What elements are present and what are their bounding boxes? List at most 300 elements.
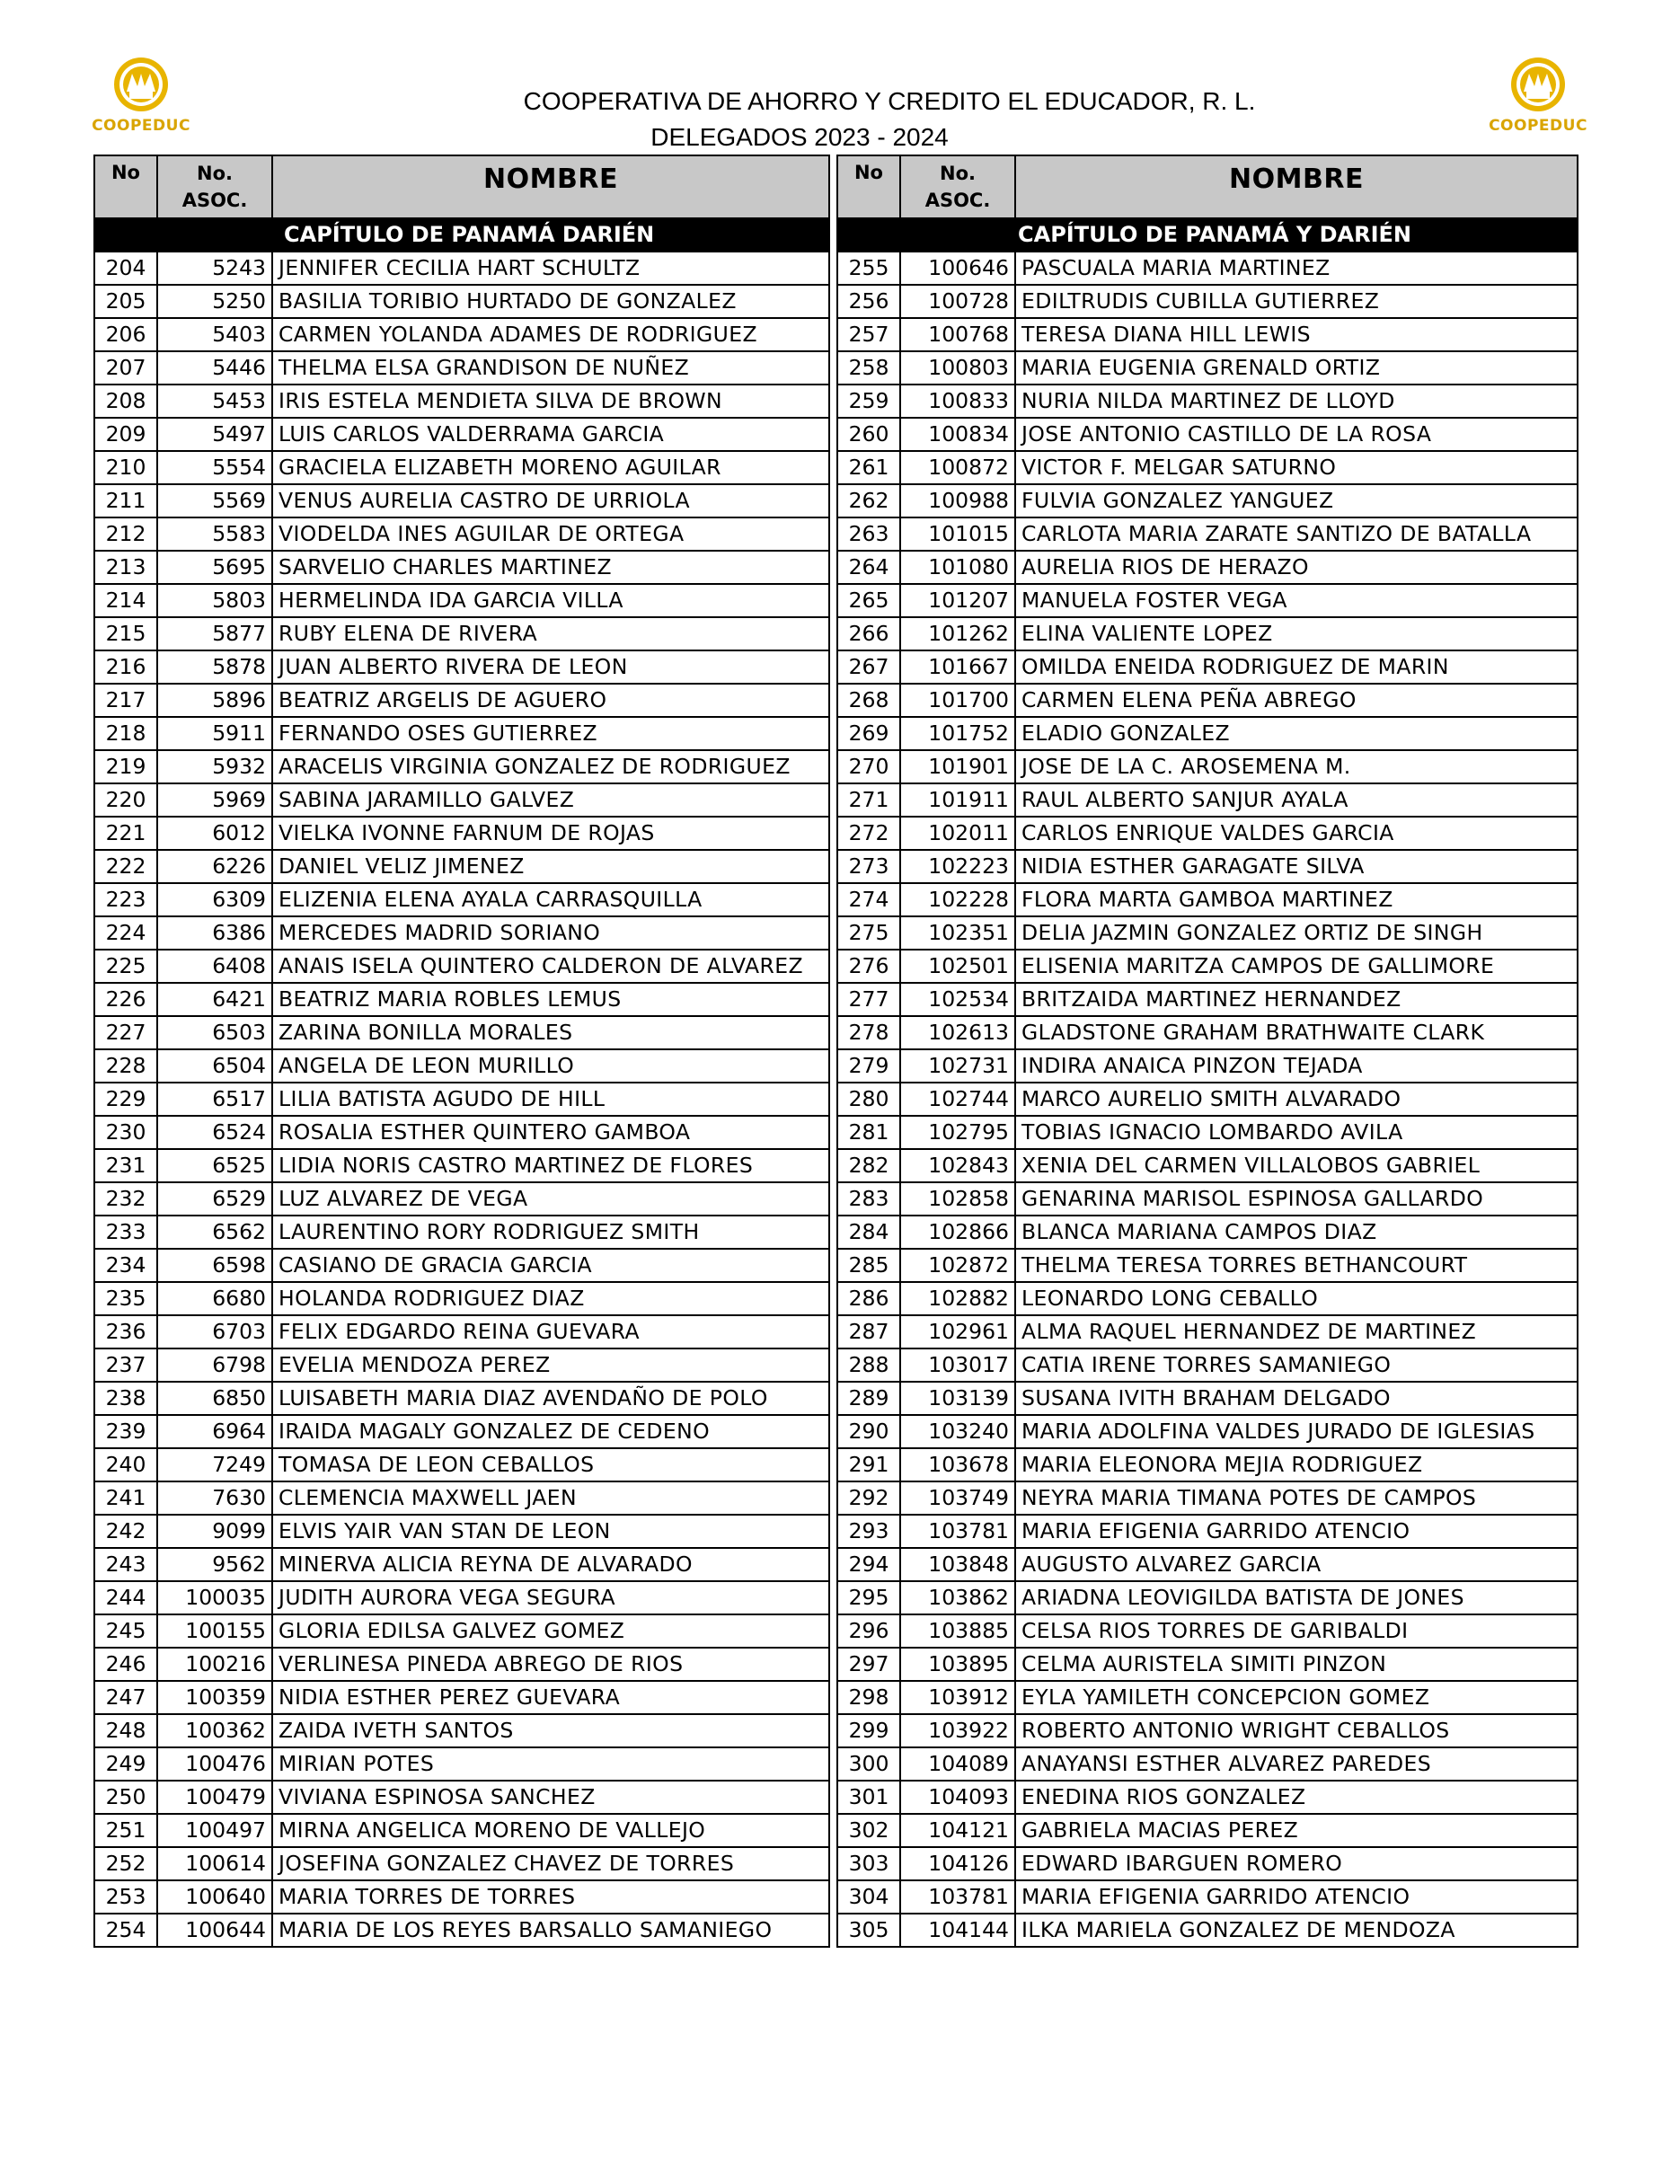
document-title: COOPERATIVA DE AHORRO Y CREDITO EL EDUCADOR, R. L. — [523, 87, 1256, 115]
delegate-number: 269 — [837, 717, 900, 750]
member-number: 100479 — [157, 1781, 272, 1814]
delegate-number: 205 — [94, 285, 157, 318]
member-number: 101262 — [900, 617, 1015, 650]
delegate-number: 209 — [94, 418, 157, 451]
delegate-number: 238 — [94, 1382, 157, 1415]
table-row — [837, 1614, 1578, 1648]
table-row — [837, 1382, 1578, 1415]
table-row — [94, 1083, 829, 1116]
member-number: 102501 — [900, 950, 1015, 983]
table-row — [94, 1781, 829, 1814]
member-number: 6798 — [157, 1348, 272, 1382]
member-number: 5896 — [157, 684, 272, 717]
delegate-name: SUSANA IVITH BRAHAM DELGADO — [1015, 1382, 1578, 1415]
delegate-name: EDWARD IBARGUEN ROMERO — [1015, 1847, 1578, 1880]
member-number: 100362 — [157, 1714, 272, 1747]
delegate-name: SABINA JARAMILLO GALVEZ — [272, 783, 829, 817]
member-number: 9562 — [157, 1548, 272, 1581]
delegate-number: 229 — [94, 1083, 157, 1116]
table-row — [94, 1216, 829, 1249]
table-row — [837, 1515, 1578, 1548]
delegate-name: TOBIAS IGNACIO LOMBARDO AVILA — [1015, 1116, 1578, 1149]
delegate-name: LUIS CARLOS VALDERRAMA GARCIA — [272, 418, 829, 451]
delegate-number: 245 — [94, 1614, 157, 1648]
delegate-number: 270 — [837, 750, 900, 783]
delegate-number: 304 — [837, 1880, 900, 1914]
table-row — [837, 551, 1578, 584]
table-row — [94, 950, 829, 983]
delegate-name: ELADIO GONZALEZ — [1015, 717, 1578, 750]
table-row — [94, 1880, 829, 1914]
delegate-name: LUZ ALVAREZ DE VEGA — [272, 1182, 829, 1216]
member-number: 6309 — [157, 883, 272, 916]
delegate-name: MARCO AURELIO SMITH ALVARADO — [1015, 1083, 1578, 1116]
member-number: 6524 — [157, 1116, 272, 1149]
delegate-number: 254 — [94, 1914, 157, 1947]
member-number: 102534 — [900, 983, 1015, 1016]
member-number: 101667 — [900, 650, 1015, 684]
delegate-name: GRACIELA ELIZABETH MORENO AGUILAR — [272, 451, 829, 484]
member-number: 102858 — [900, 1182, 1015, 1216]
member-number: 6421 — [157, 983, 272, 1016]
delegate-name: LILIA BATISTA AGUDO DE HILL — [272, 1083, 829, 1116]
delegate-name: BEATRIZ ARGELIS DE AGUERO — [272, 684, 829, 717]
member-number: 101752 — [900, 717, 1015, 750]
delegate-number: 211 — [94, 484, 157, 517]
delegate-name: ELINA VALIENTE LOPEZ — [1015, 617, 1578, 650]
delegate-number: 235 — [94, 1282, 157, 1315]
member-number: 102872 — [900, 1249, 1015, 1282]
delegate-number: 263 — [837, 517, 900, 551]
member-number: 102866 — [900, 1216, 1015, 1249]
delegate-number: 299 — [837, 1714, 900, 1747]
column-header-name: NOMBRE — [1015, 155, 1578, 218]
coopeduc-logo-right — [1484, 52, 1592, 142]
table-row — [94, 1448, 829, 1481]
delegate-name: CARLOTA MARIA ZARATE SANTIZO DE BATALLA — [1015, 517, 1578, 551]
delegate-number: 236 — [94, 1315, 157, 1348]
table-row — [837, 1348, 1578, 1382]
table-row — [837, 1116, 1578, 1149]
member-number: 104144 — [900, 1914, 1015, 1947]
delegate-name: MARIA DE LOS REYES BARSALLO SAMANIEGO — [272, 1914, 829, 1947]
member-number: 102744 — [900, 1083, 1015, 1116]
delegate-name: ANAYANSI ESTHER ALVAREZ PAREDES — [1015, 1747, 1578, 1781]
delegate-name: VERLINESA PINEDA ABREGO DE RIOS — [272, 1648, 829, 1681]
column-header-asoc: No. ASOC. — [900, 155, 1015, 218]
member-number: 5932 — [157, 750, 272, 783]
delegate-name: JUAN ALBERTO RIVERA DE LEON — [272, 650, 829, 684]
table-row — [837, 517, 1578, 551]
member-number: 6504 — [157, 1049, 272, 1083]
delegate-name: CASIANO DE GRACIA GARCIA — [272, 1249, 829, 1282]
column-header-name: NOMBRE — [272, 155, 829, 218]
delegate-number: 217 — [94, 684, 157, 717]
member-number: 6850 — [157, 1382, 272, 1415]
table-row — [94, 1614, 829, 1648]
delegate-name: BEATRIZ MARIA ROBLES LEMUS — [272, 983, 829, 1016]
delegate-name: FERNANDO OSES GUTIERREZ — [272, 717, 829, 750]
delegate-number: 280 — [837, 1083, 900, 1116]
member-number: 7630 — [157, 1481, 272, 1515]
member-number: 101911 — [900, 783, 1015, 817]
delegate-name: DANIEL VELIZ JIMENEZ — [272, 850, 829, 883]
member-number: 103848 — [900, 1548, 1015, 1581]
table-row — [837, 1548, 1578, 1581]
delegate-name: ARACELIS VIRGINIA GONZALEZ DE RODRIGUEZ — [272, 750, 829, 783]
delegate-name: MARIA TORRES DE TORRES — [272, 1880, 829, 1914]
delegate-number: 224 — [94, 916, 157, 950]
table-row — [94, 1515, 829, 1548]
delegate-name: EYLA YAMILETH CONCEPCION GOMEZ — [1015, 1681, 1578, 1714]
table-row — [837, 783, 1578, 817]
delegate-name: HOLANDA RODRIGUEZ DIAZ — [272, 1282, 829, 1315]
table-row — [94, 783, 829, 817]
member-number: 5403 — [157, 318, 272, 351]
member-number: 103922 — [900, 1714, 1015, 1747]
delegate-number: 243 — [94, 1548, 157, 1581]
delegate-name: JENNIFER CECILIA HART SCHULTZ — [272, 252, 829, 285]
table-row — [94, 650, 829, 684]
delegate-name: INDIRA ANAICA PINZON TEJADA — [1015, 1049, 1578, 1083]
table-row — [94, 385, 829, 418]
table-row — [94, 1548, 829, 1581]
member-number: 100803 — [900, 351, 1015, 385]
member-number: 5969 — [157, 783, 272, 817]
table-row — [837, 451, 1578, 484]
delegate-name: FELIX EDGARDO REINA GUEVARA — [272, 1315, 829, 1348]
delegate-name: ZARINA BONILLA MORALES — [272, 1016, 829, 1049]
delegate-number: 276 — [837, 950, 900, 983]
member-number: 103139 — [900, 1382, 1015, 1415]
member-number: 102011 — [900, 817, 1015, 850]
delegate-name: NURIA NILDA MARTINEZ DE LLOYD — [1015, 385, 1578, 418]
delegate-name: JOSE ANTONIO CASTILLO DE LA ROSA — [1015, 418, 1578, 451]
delegate-name: OMILDA ENEIDA RODRIGUEZ DE MARIN — [1015, 650, 1578, 684]
member-number: 102882 — [900, 1282, 1015, 1315]
delegate-name: GLORIA EDILSA GALVEZ GOMEZ — [272, 1614, 829, 1648]
delegate-name: AURELIA RIOS DE HERAZO — [1015, 551, 1578, 584]
table-row — [837, 1781, 1578, 1814]
table-row — [837, 916, 1578, 950]
delegate-name: CELSA RIOS TORRES DE GARIBALDI — [1015, 1614, 1578, 1648]
delegate-name: GLADSTONE GRAHAM BRATHWAITE CLARK — [1015, 1016, 1578, 1049]
table-row — [94, 252, 829, 285]
table-row — [94, 584, 829, 617]
delegate-name: ALMA RAQUEL HERNANDEZ DE MARTINEZ — [1015, 1315, 1578, 1348]
member-number: 100833 — [900, 385, 1015, 418]
delegate-number: 285 — [837, 1249, 900, 1282]
member-number: 101207 — [900, 584, 1015, 617]
column-header-no: No — [94, 155, 157, 218]
table-row — [94, 1249, 829, 1282]
delegate-name: RUBY ELENA DE RIVERA — [272, 617, 829, 650]
table-row — [837, 650, 1578, 684]
delegate-number: 287 — [837, 1315, 900, 1348]
member-number: 5583 — [157, 517, 272, 551]
member-number: 6598 — [157, 1249, 272, 1282]
delegate-number: 302 — [837, 1814, 900, 1847]
delegate-name: VICTOR F. MELGAR SATURNO — [1015, 451, 1578, 484]
table-row — [837, 1016, 1578, 1049]
table-row — [837, 617, 1578, 650]
table-row — [94, 1714, 829, 1747]
delegate-name: BRITZAIDA MARTINEZ HERNANDEZ — [1015, 983, 1578, 1016]
delegate-number: 278 — [837, 1016, 900, 1049]
member-number: 102613 — [900, 1016, 1015, 1049]
member-number: 6529 — [157, 1182, 272, 1216]
table-row — [94, 817, 829, 850]
delegate-name: NEYRA MARIA TIMANA POTES DE CAMPOS — [1015, 1481, 1578, 1515]
delegate-number: 301 — [837, 1781, 900, 1814]
delegates-table-right — [836, 155, 1578, 1948]
member-number: 103912 — [900, 1681, 1015, 1714]
member-number: 103749 — [900, 1481, 1015, 1515]
delegate-number: 265 — [837, 584, 900, 617]
delegate-number: 210 — [94, 451, 157, 484]
table-row — [94, 1814, 829, 1847]
delegate-number: 233 — [94, 1216, 157, 1249]
delegate-name: CARMEN ELENA PEÑA ABREGO — [1015, 684, 1578, 717]
delegate-number: 266 — [837, 617, 900, 650]
member-number: 100614 — [157, 1847, 272, 1880]
table-row — [837, 385, 1578, 418]
member-number: 102795 — [900, 1116, 1015, 1149]
table-row — [94, 1348, 829, 1382]
member-number: 101080 — [900, 551, 1015, 584]
delegate-name: ENEDINA RIOS GONZALEZ — [1015, 1781, 1578, 1814]
delegate-name: THELMA TERESA TORRES BETHANCOURT — [1015, 1249, 1578, 1282]
delegate-name: ANGELA DE LEON MURILLO — [272, 1049, 829, 1083]
table-row — [837, 1282, 1578, 1315]
table-row — [94, 1049, 829, 1083]
delegate-number: 286 — [837, 1282, 900, 1315]
delegate-number: 305 — [837, 1914, 900, 1947]
delegate-name: AUGUSTO ALVAREZ GARCIA — [1015, 1548, 1578, 1581]
delegate-number: 249 — [94, 1747, 157, 1781]
delegate-number: 303 — [837, 1847, 900, 1880]
table-row — [837, 1648, 1578, 1681]
delegate-name: TOMASA DE LEON CEBALLOS — [272, 1448, 829, 1481]
table-row — [837, 1681, 1578, 1714]
delegate-number: 300 — [837, 1747, 900, 1781]
delegate-number: 294 — [837, 1548, 900, 1581]
delegate-number: 227 — [94, 1016, 157, 1049]
table-row — [837, 484, 1578, 517]
member-number: 102351 — [900, 916, 1015, 950]
table-row — [94, 1581, 829, 1614]
member-number: 6503 — [157, 1016, 272, 1049]
delegate-number: 262 — [837, 484, 900, 517]
table-row — [837, 1714, 1578, 1747]
delegate-name: PASCUALA MARIA MARTINEZ — [1015, 252, 1578, 285]
table-row — [837, 1814, 1578, 1847]
table-row — [837, 351, 1578, 385]
member-number: 100646 — [900, 252, 1015, 285]
table-row — [837, 850, 1578, 883]
member-number: 103781 — [900, 1880, 1015, 1914]
chapter-heading: CAPÍTULO DE PANAMÁ Y DARIÉN — [837, 218, 1578, 252]
member-number: 102223 — [900, 850, 1015, 883]
column-header-no: No — [837, 155, 900, 218]
table-row — [94, 1282, 829, 1315]
table-row — [837, 1315, 1578, 1348]
delegate-name: CELMA AURISTELA SIMITI PINZON — [1015, 1648, 1578, 1681]
delegate-number: 214 — [94, 584, 157, 617]
member-number: 6562 — [157, 1216, 272, 1249]
delegate-number: 256 — [837, 285, 900, 318]
delegate-name: VIVIANA ESPINOSA SANCHEZ — [272, 1781, 829, 1814]
table-row — [837, 817, 1578, 850]
delegate-number: 279 — [837, 1049, 900, 1083]
table-row — [94, 717, 829, 750]
member-number: 5243 — [157, 252, 272, 285]
member-number: 103895 — [900, 1648, 1015, 1681]
table-row — [94, 1382, 829, 1415]
delegate-number: 271 — [837, 783, 900, 817]
table-row — [837, 1149, 1578, 1182]
table-row — [837, 418, 1578, 451]
delegate-name: THELMA ELSA GRANDISON DE NUÑEZ — [272, 351, 829, 385]
table-row — [94, 850, 829, 883]
delegate-name: FULVIA GONZALEZ YANGUEZ — [1015, 484, 1578, 517]
table-row — [94, 351, 829, 385]
delegate-number: 215 — [94, 617, 157, 650]
delegate-name: ROSALIA ESTHER QUINTERO GAMBOA — [272, 1116, 829, 1149]
delegate-name: FLORA MARTA GAMBOA MARTINEZ — [1015, 883, 1578, 916]
table-row — [94, 1016, 829, 1049]
delegate-name: JUDITH AURORA VEGA SEGURA — [272, 1581, 829, 1614]
member-number: 103781 — [900, 1515, 1015, 1548]
delegate-name: NIDIA ESTHER GARAGATE SILVA — [1015, 850, 1578, 883]
table-row — [837, 1216, 1578, 1249]
delegate-number: 223 — [94, 883, 157, 916]
member-number: 100640 — [157, 1880, 272, 1914]
member-number: 6012 — [157, 817, 272, 850]
table-row — [837, 1481, 1578, 1515]
delegate-name: ELISENIA MARITZA CAMPOS DE GALLIMORE — [1015, 950, 1578, 983]
delegate-number: 246 — [94, 1648, 157, 1681]
delegate-number: 237 — [94, 1348, 157, 1382]
member-number: 5446 — [157, 351, 272, 385]
delegate-name: RAUL ALBERTO SANJUR AYALA — [1015, 783, 1578, 817]
delegate-name: MARIA EFIGENIA GARRIDO ATENCIO — [1015, 1880, 1578, 1914]
delegate-name: CARLOS ENRIQUE VALDES GARCIA — [1015, 817, 1578, 850]
delegate-number: 289 — [837, 1382, 900, 1415]
table-row — [94, 1149, 829, 1182]
member-number: 5878 — [157, 650, 272, 684]
delegate-name: CARMEN YOLANDA ADAMES DE RODRIGUEZ — [272, 318, 829, 351]
delegate-name: MARIA EUGENIA GRENALD ORTIZ — [1015, 351, 1578, 385]
member-number: 5803 — [157, 584, 272, 617]
delegate-number: 274 — [837, 883, 900, 916]
member-number: 5250 — [157, 285, 272, 318]
member-number: 102843 — [900, 1149, 1015, 1182]
document-subtitle: DELEGADOS 2023 - 2024 — [650, 123, 949, 151]
member-number: 6964 — [157, 1415, 272, 1448]
delegate-number: 296 — [837, 1614, 900, 1648]
member-number: 100035 — [157, 1581, 272, 1614]
delegate-name: JOSEFINA GONZALEZ CHAVEZ DE TORRES — [272, 1847, 829, 1880]
table-row — [94, 883, 829, 916]
table-row — [94, 318, 829, 351]
table-body — [94, 252, 829, 1947]
delegate-name: SARVELIO CHARLES MARTINEZ — [272, 551, 829, 584]
table-row — [94, 684, 829, 717]
delegate-number: 231 — [94, 1149, 157, 1182]
member-number: 104093 — [900, 1781, 1015, 1814]
member-number: 6703 — [157, 1315, 272, 1348]
table-row — [94, 1481, 829, 1515]
delegate-number: 234 — [94, 1249, 157, 1282]
member-number: 6517 — [157, 1083, 272, 1116]
delegate-number: 213 — [94, 551, 157, 584]
table-row — [94, 1415, 829, 1448]
member-number: 5497 — [157, 418, 272, 451]
member-number: 6680 — [157, 1282, 272, 1315]
delegate-number: 291 — [837, 1448, 900, 1481]
member-number: 101901 — [900, 750, 1015, 783]
delegate-name: CLEMENCIA MAXWELL JAEN — [272, 1481, 829, 1515]
delegate-number: 239 — [94, 1415, 157, 1448]
table-row — [837, 983, 1578, 1016]
member-number: 100834 — [900, 418, 1015, 451]
table-row — [837, 950, 1578, 983]
member-number: 5569 — [157, 484, 272, 517]
member-number: 5695 — [157, 551, 272, 584]
member-number: 100872 — [900, 451, 1015, 484]
member-number: 6525 — [157, 1149, 272, 1182]
table-row — [837, 717, 1578, 750]
member-number: 100155 — [157, 1614, 272, 1648]
delegate-number: 244 — [94, 1581, 157, 1614]
delegate-name: MERCEDES MADRID SORIANO — [272, 916, 829, 950]
member-number: 100768 — [900, 318, 1015, 351]
table-row — [837, 684, 1578, 717]
member-number: 100728 — [900, 285, 1015, 318]
member-number: 100497 — [157, 1814, 272, 1847]
table-row — [837, 1914, 1578, 1947]
delegate-number: 250 — [94, 1781, 157, 1814]
delegate-name: HERMELINDA IDA GARCIA VILLA — [272, 584, 829, 617]
delegate-name: ANAIS ISELA QUINTERO CALDERON DE ALVAREZ — [272, 950, 829, 983]
delegate-number: 283 — [837, 1182, 900, 1216]
chapter-heading: CAPÍTULO DE PANAMÁ DARIÉN — [94, 218, 829, 252]
table-row — [837, 750, 1578, 783]
delegate-name: VENUS AURELIA CASTRO DE URRIOLA — [272, 484, 829, 517]
delegate-number: 260 — [837, 418, 900, 451]
coopeduc-logo-left — [87, 52, 195, 142]
delegate-number: 293 — [837, 1515, 900, 1548]
member-number: 6408 — [157, 950, 272, 983]
delegate-number: 226 — [94, 983, 157, 1016]
table-row — [94, 285, 829, 318]
delegate-number: 221 — [94, 817, 157, 850]
delegate-number: 253 — [94, 1880, 157, 1914]
delegate-number: 219 — [94, 750, 157, 783]
delegate-number: 218 — [94, 717, 157, 750]
delegate-number: 258 — [837, 351, 900, 385]
delegate-name: ZAIDA IVETH SANTOS — [272, 1714, 829, 1747]
table-row — [837, 1415, 1578, 1448]
member-number: 100988 — [900, 484, 1015, 517]
delegate-number: 252 — [94, 1847, 157, 1880]
delegate-number: 222 — [94, 850, 157, 883]
table-row — [94, 1914, 829, 1947]
delegate-name: JOSE DE LA C. AROSEMENA M. — [1015, 750, 1578, 783]
delegate-name: BASILIA TORIBIO HURTADO DE GONZALEZ — [272, 285, 829, 318]
table-row — [94, 1681, 829, 1714]
